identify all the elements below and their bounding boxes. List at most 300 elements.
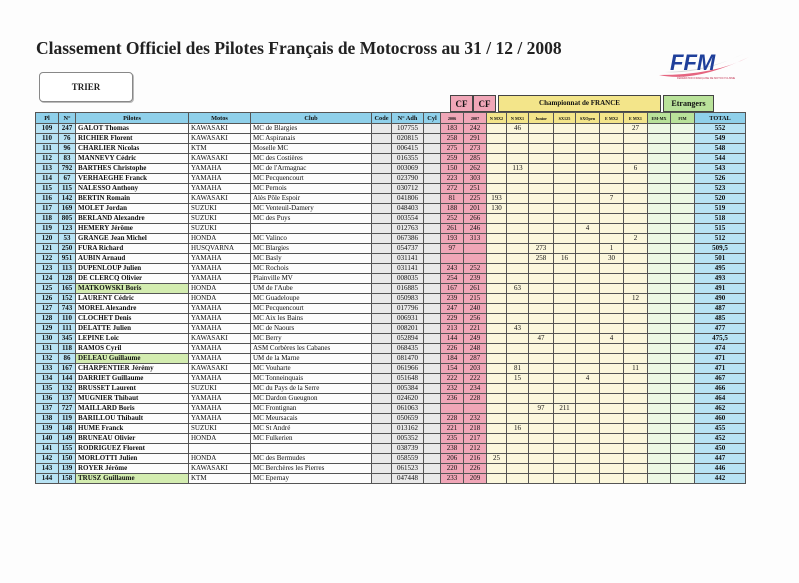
sx125-cell [554,414,576,424]
number-cell: 123 [59,224,76,234]
pilot-name-cell: LAURENT Cédric [76,294,189,304]
code-cell [372,434,392,444]
pilot-name-cell: MAILLARD Boris [76,404,189,414]
fim-cell [671,124,695,134]
em-mx-cell [648,174,671,184]
license-number-cell: 005352 [392,434,424,444]
fim-cell [671,224,695,234]
fim-cell [671,274,695,284]
column-header-no: N° [59,113,76,124]
cf-2007-cell: 215 [464,294,487,304]
cf-2007-cell: 261 [464,284,487,294]
moto-cell: YAMAHA [189,324,251,334]
n-mx1-cell [507,274,529,284]
license-number-cell: 023790 [392,174,424,184]
club-cell: MC Tonneinquais [251,374,372,384]
cyl-cell [424,414,441,424]
license-number-cell: 061063 [392,404,424,414]
code-cell [372,174,392,184]
pilot-name-cell: FURA Richard [76,244,189,254]
cyl-cell [424,294,441,304]
cf-2007-cell: 201 [464,204,487,214]
license-number-cell: 012763 [392,224,424,234]
sx125-cell [554,304,576,314]
code-cell [372,154,392,164]
table-row [36,264,746,274]
pilot-name-cell: ROYER Jérôme [76,464,189,474]
e-mx2-cell: 30 [600,254,624,264]
e-mx1-cell [624,334,648,344]
license-number-cell: 050659 [392,414,424,424]
column-header-pilotes: Pilotes [76,113,189,124]
sxopen-cell [576,174,600,184]
sx125-cell [554,164,576,174]
code-cell [372,284,392,294]
number-cell: 118 [59,344,76,354]
sx125-cell [554,454,576,464]
code-cell [372,304,392,314]
number-cell: 169 [59,204,76,214]
moto-cell: KAWASAKI [189,134,251,144]
fim-cell [671,214,695,224]
license-number-cell: 003069 [392,164,424,174]
rank-cell: 136 [36,394,59,404]
number-cell: 165 [59,284,76,294]
e-mx1-cell [624,384,648,394]
number-cell: 155 [59,444,76,454]
e-mx1-cell [624,404,648,414]
cyl-cell [424,204,441,214]
table-row [36,324,746,334]
sxopen-cell [576,324,600,334]
total-cell: 446 [695,464,746,474]
table-row [36,464,746,474]
number-cell: 53 [59,234,76,244]
moto-cell: YAMAHA [189,314,251,324]
rank-cell: 132 [36,354,59,364]
cyl-cell [424,244,441,254]
total-cell: 467 [695,374,746,384]
column-header-adh: N° Adh [392,113,424,124]
table-row [36,194,746,204]
cf-2006-cell: 243 [441,264,464,274]
number-cell: 83 [59,154,76,164]
sort-button[interactable]: TRIER [39,72,133,102]
em-mx-cell [648,164,671,174]
cf-2007-cell: 256 [464,314,487,324]
rank-cell: 111 [36,144,59,154]
n-mx1-cell [507,314,529,324]
n-mx2-cell: 193 [487,194,507,204]
cyl-cell [424,384,441,394]
em-mx-cell [648,154,671,164]
em-mx-cell [648,344,671,354]
code-cell [372,134,392,144]
code-cell [372,194,392,204]
sx125-cell [554,344,576,354]
sxopen-cell [576,364,600,374]
rank-cell: 116 [36,194,59,204]
sxopen-cell [576,354,600,364]
cf-2006-cell: 236 [441,394,464,404]
moto-cell: SUZUKI [189,224,251,234]
cf-2006-cell: 183 [441,124,464,134]
license-number-cell: 024620 [392,394,424,404]
cf-2007-cell: 234 [464,384,487,394]
junior-cell [529,364,554,374]
table-row [36,374,746,384]
rank-cell: 117 [36,204,59,214]
total-cell: 520 [695,194,746,204]
rank-cell: 115 [36,184,59,194]
code-cell [372,344,392,354]
em-mx-cell [648,394,671,404]
sxopen-cell [576,464,600,474]
table-row [36,184,746,194]
moto-cell: HONDA [189,434,251,444]
table-row [36,134,746,144]
junior-cell [529,314,554,324]
pilot-name-cell: BRUNEAU Olivier [76,434,189,444]
n-mx1-cell: 113 [507,164,529,174]
n-mx2-cell [487,474,507,484]
e-mx1-cell [624,454,648,464]
code-cell [372,414,392,424]
cf-2006-cell: 193 [441,234,464,244]
e-mx1-cell [624,394,648,404]
moto-cell: KAWASAKI [189,364,251,374]
license-number-cell: 067386 [392,234,424,244]
rank-cell: 138 [36,414,59,424]
club-cell: UM de la Marne [251,354,372,364]
junior-cell [529,134,554,144]
total-cell: 491 [695,284,746,294]
number-cell: 110 [59,314,76,324]
code-cell [372,364,392,374]
sx125-cell [554,354,576,364]
e-mx1-cell [624,444,648,454]
rank-cell: 143 [36,464,59,474]
em-mx-cell [648,354,671,364]
junior-cell [529,294,554,304]
e-mx1-cell [624,174,648,184]
cf-2007-cell: 222 [464,374,487,384]
number-cell: 149 [59,434,76,444]
pilot-name-cell: MANNEVY Cédric [76,154,189,164]
sxopen-cell [576,394,600,404]
club-cell: MC Pernois [251,184,372,194]
junior-cell: 47 [529,334,554,344]
total-cell: 548 [695,144,746,154]
table-row [36,394,746,404]
column-header-junior: Junior [529,113,554,124]
total-cell: 544 [695,154,746,164]
table-row [36,344,746,354]
em-mx-cell [648,384,671,394]
n-mx1-cell: 15 [507,374,529,384]
fim-cell [671,364,695,374]
club-cell: MC des Puys [251,214,372,224]
sx125-cell [554,444,576,454]
sxopen-cell [576,184,600,194]
sx125-cell [554,244,576,254]
pilot-name-cell: RODRIGUEZ Florent [76,444,189,454]
em-mx-cell [648,414,671,424]
rank-cell: 112 [36,154,59,164]
number-cell: 167 [59,364,76,374]
n-mx1-cell [507,144,529,154]
rank-cell: 144 [36,474,59,484]
cf-2007-cell: 249 [464,334,487,344]
total-cell: 495 [695,264,746,274]
moto-cell: SUZUKI [189,204,251,214]
code-cell [372,294,392,304]
moto-cell: YAMAHA [189,254,251,264]
pilot-name-cell: DUPENLOUP Julien [76,264,189,274]
fim-cell [671,394,695,404]
n-mx1-cell: 81 [507,364,529,374]
e-mx1-cell [624,414,648,424]
cf-2007-cell: 212 [464,444,487,454]
rank-cell: 120 [36,234,59,244]
license-number-cell: 058559 [392,454,424,464]
moto-cell: YAMAHA [189,354,251,364]
total-cell: 549 [695,134,746,144]
sxopen-cell [576,434,600,444]
n-mx1-cell: 43 [507,324,529,334]
code-cell [372,184,392,194]
cf-2007-cell: 209 [464,474,487,484]
sxopen-cell [576,314,600,324]
table-row [36,304,746,314]
moto-cell: YAMAHA [189,264,251,274]
e-mx2-cell [600,444,624,454]
license-number-cell: 052894 [392,334,424,344]
sx125-cell [554,184,576,194]
sxopen-cell: 4 [576,374,600,384]
club-cell: UM de l'Aube [251,284,372,294]
pilot-name-cell: GRANGE Jean Michel [76,234,189,244]
club-cell: MC Aspiranais [251,134,372,144]
sx125-cell [554,154,576,164]
rank-cell: 109 [36,124,59,134]
em-mx-cell [648,274,671,284]
cf-2007-cell: 252 [464,264,487,274]
code-cell [372,244,392,254]
moto-cell: YAMAHA [189,174,251,184]
em-mx-cell [648,244,671,254]
license-number-cell: 020815 [392,134,424,144]
club-cell: MC de Blargies [251,124,372,134]
e-mx2-cell [600,384,624,394]
moto-cell: YAMAHA [189,374,251,384]
column-header-emx2: E MX2 [600,113,624,124]
e-mx1-cell [624,194,648,204]
code-cell [372,234,392,244]
cyl-cell [424,144,441,154]
pilot-name-cell: HEMERY Jérôme [76,224,189,234]
e-mx2-cell [600,364,624,374]
junior-cell [529,204,554,214]
sxopen-cell [576,234,600,244]
club-cell: MC Berchères les Pierres [251,464,372,474]
total-cell: 487 [695,304,746,314]
pilot-name-cell: BERLAND Alexandre [76,214,189,224]
code-cell [372,394,392,404]
fim-cell [671,384,695,394]
em-mx-cell [648,444,671,454]
number-cell: 96 [59,144,76,154]
n-mx1-cell [507,174,529,184]
club-cell [251,224,372,234]
pilot-name-cell: RAMOS Cyril [76,344,189,354]
rank-cell: 118 [36,214,59,224]
cf-2006-cell: 232 [441,384,464,394]
table-header-row [36,113,746,124]
code-cell [372,324,392,334]
n-mx2-cell: 130 [487,204,507,214]
e-mx2-cell [600,164,624,174]
sx125-cell [554,324,576,334]
n-mx2-cell [487,184,507,194]
column-header-emmx: EM-MX [648,113,671,124]
e-mx1-cell: 27 [624,124,648,134]
rank-cell: 114 [36,174,59,184]
n-mx1-cell [507,384,529,394]
logo-subtext: FÉDÉRATION FRANÇAISE DE MOTOCYCLISME [677,77,736,80]
club-cell: MC Guadeloupe [251,294,372,304]
sxopen-cell [576,454,600,464]
total-cell: 526 [695,174,746,184]
e-mx2-cell [600,424,624,434]
fim-cell [671,334,695,344]
n-mx2-cell [487,214,507,224]
cf-2006-cell: 222 [441,374,464,384]
total-cell: 471 [695,364,746,374]
total-cell: 460 [695,414,746,424]
number-cell: 250 [59,244,76,254]
number-cell: 743 [59,304,76,314]
e-mx1-cell [624,354,648,364]
cf-2006-cell: 258 [441,134,464,144]
cf-2006-cell [441,254,464,264]
n-mx2-cell [487,404,507,414]
sxopen-cell [576,264,600,274]
rank-cell: 133 [36,364,59,374]
sx125-cell [554,124,576,134]
code-cell [372,354,392,364]
column-header-sx125: SX125 [554,113,576,124]
total-cell: 452 [695,434,746,444]
table-row [36,354,746,364]
rank-cell: 140 [36,434,59,444]
pilot-name-cell: TRUSZ Guillaume [76,474,189,484]
fim-cell [671,294,695,304]
n-mx1-cell [507,184,529,194]
n-mx1-cell [507,474,529,484]
n-mx1-cell [507,464,529,474]
number-cell: 792 [59,164,76,174]
cf-2007-cell: 303 [464,174,487,184]
sx125-cell: 211 [554,404,576,414]
club-cell: MC Pecquencourt [251,174,372,184]
sxopen-cell: 4 [576,224,600,234]
logo-text: FFM [670,50,716,75]
cf-2006-cell: 206 [441,454,464,464]
sxopen-cell [576,284,600,294]
code-cell [372,374,392,384]
em-mx-cell [648,194,671,204]
e-mx1-cell: 12 [624,294,648,304]
cf-2007-cell [464,254,487,264]
em-mx-cell [648,214,671,224]
table-row [36,234,746,244]
e-mx2-cell: 1 [600,244,624,254]
e-mx2-cell [600,224,624,234]
club-cell: MC Aix les Bains [251,314,372,324]
cf-2007-cell: 266 [464,214,487,224]
e-mx2-cell [600,374,624,384]
rank-cell: 124 [36,274,59,284]
cf-2006-cell: 233 [441,474,464,484]
junior-cell [529,434,554,444]
number-cell: 345 [59,334,76,344]
sx125-cell [554,174,576,184]
n-mx1-cell [507,214,529,224]
cf-2006-cell: 252 [441,214,464,224]
sx125-cell [554,384,576,394]
total-cell: 466 [695,384,746,394]
total-cell: 450 [695,444,746,454]
pilot-name-cell: BARILLOU Thibault [76,414,189,424]
pilot-name-cell: AUBIN Arnaud [76,254,189,264]
code-cell [372,144,392,154]
sx125-cell [554,394,576,404]
column-header-emx1: E MX1 [624,113,648,124]
table-row [36,124,746,134]
column-header-motos: Motos [189,113,251,124]
moto-cell: YAMAHA [189,164,251,174]
pilot-name-cell: MUGNIER Thibaut [76,394,189,404]
cf-2006-cell: 226 [441,344,464,354]
number-cell: 727 [59,404,76,414]
em-mx-cell [648,284,671,294]
sx125-cell [554,144,576,154]
total-cell: 490 [695,294,746,304]
cyl-cell [424,214,441,224]
e-mx1-cell: 11 [624,364,648,374]
total-cell: 471 [695,354,746,364]
number-cell: 152 [59,294,76,304]
em-mx-cell [648,144,671,154]
pilot-name-cell: CHARPENTIER Jérémy [76,364,189,374]
cyl-cell [424,434,441,444]
rank-cell: 121 [36,244,59,254]
table-row [36,314,746,324]
code-cell [372,254,392,264]
ranking-table [35,112,746,484]
fim-cell [671,474,695,484]
fim-cell [671,374,695,384]
e-mx2-cell [600,284,624,294]
e-mx2-cell [600,294,624,304]
table-row [36,444,746,454]
moto-cell [189,444,251,454]
cyl-cell [424,124,441,134]
code-cell [372,204,392,214]
moto-cell: KAWASAKI [189,194,251,204]
junior-cell [529,174,554,184]
